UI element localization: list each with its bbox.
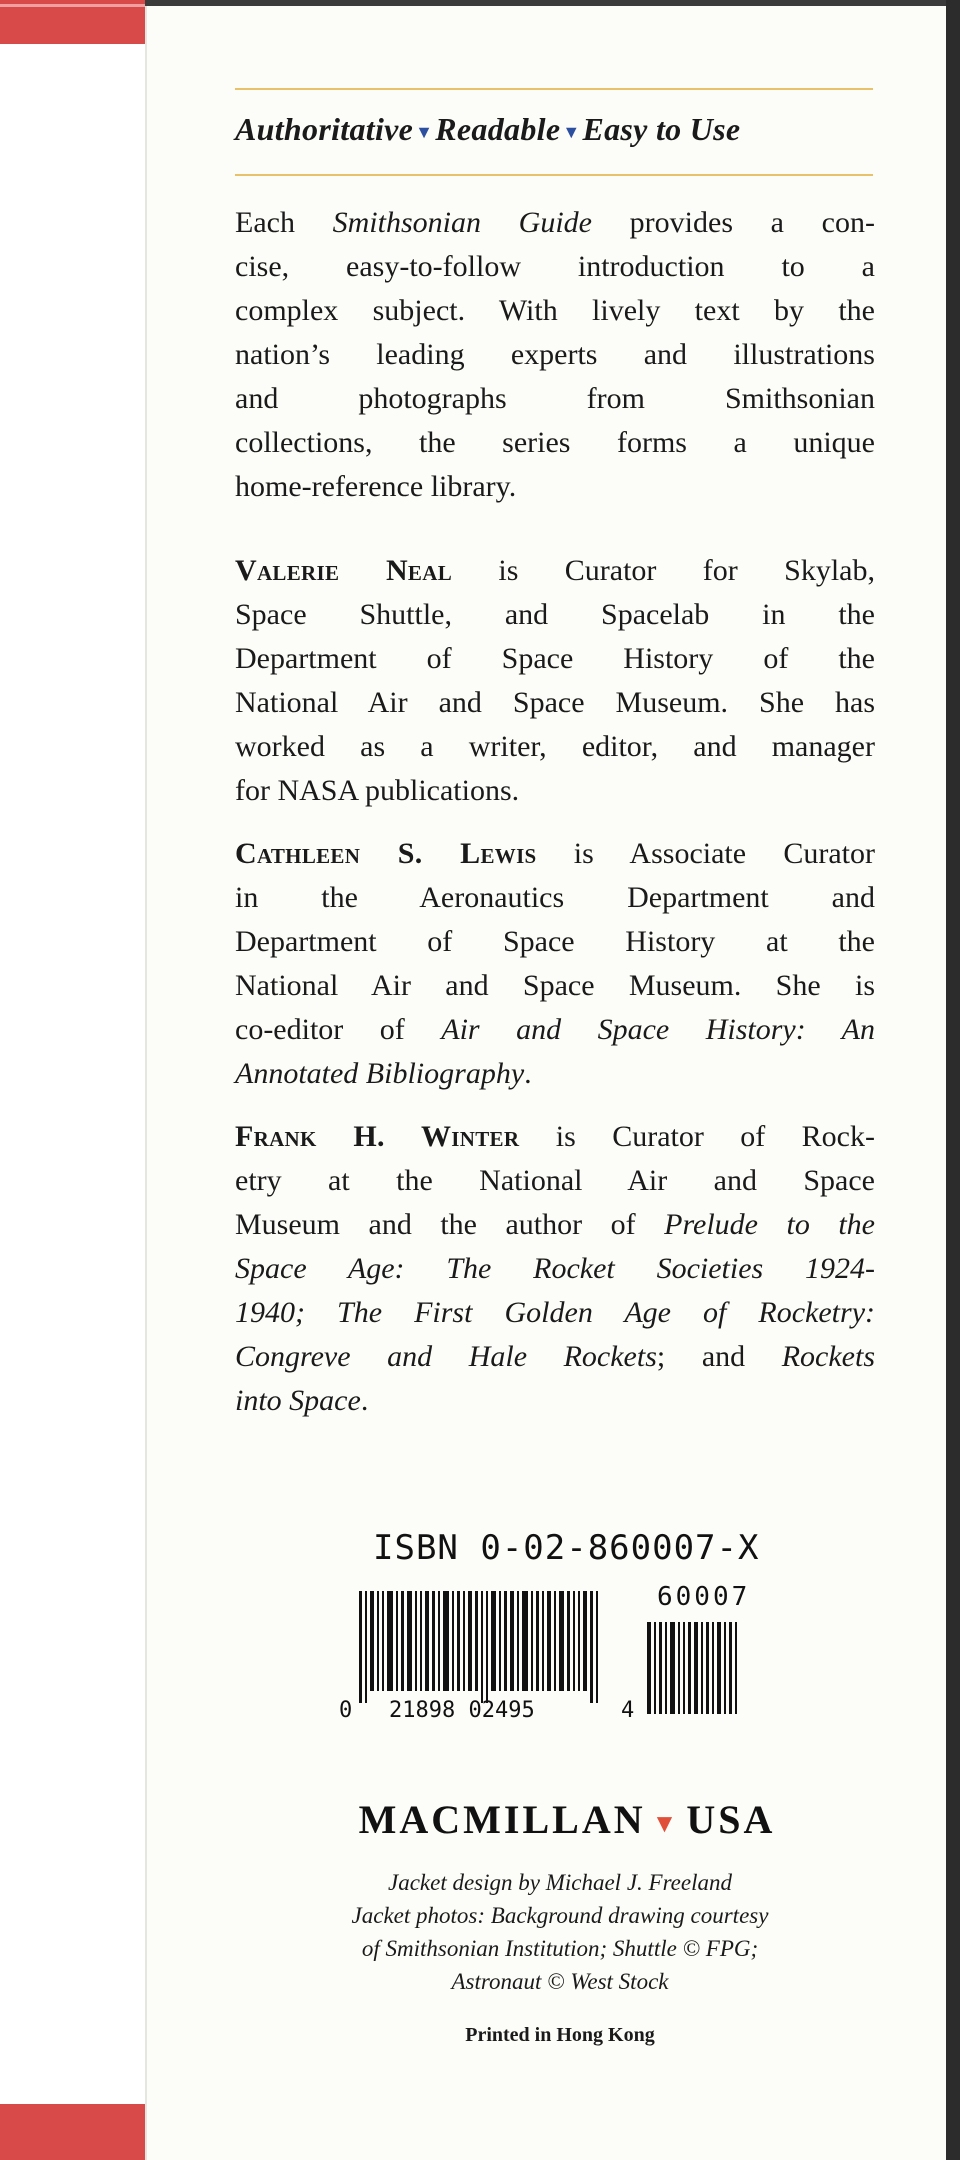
author-name: Valerie Neal [235,554,453,587]
barcode-bar [359,1591,362,1703]
barcode-bar [491,1591,496,1691]
bio-line: National Air and Space Museum. She has [235,686,875,719]
right-edge [946,0,960,2160]
barcode-bar [475,1591,478,1691]
tagline [235,111,885,148]
intro-line: Each Smithsonian Guide provides a con- [235,206,875,239]
bio-line: Museum and the author of Prelude to the [235,1208,875,1241]
barcode-bar [370,1591,374,1691]
barcode-bar [578,1591,580,1691]
barcode-digit-left: 0 [339,1698,353,1723]
barcode-bar [583,1591,587,1691]
barcode-bar [407,1591,412,1691]
barcode-bar [567,1591,570,1691]
barcode-addon-number: 60007 [657,1582,751,1612]
intro-line: complex subject. With lively text by the [235,294,875,327]
barcode-bar [554,1591,556,1691]
bio-line: in the Aeronautics Department and [235,881,875,914]
bio-line: etry at the National Air and Space [235,1164,875,1197]
bio-line: Congreve and Hale Rockets; and Rockets [235,1340,875,1373]
spine-red-bottom [0,2104,145,2160]
bio-line: Space Shuttle, and Spacelab in the [235,598,875,631]
bio-line: co-editor of Air and Space History: An [235,1013,875,1046]
barcode-bar [432,1591,435,1691]
barcode-bar [463,1591,465,1691]
barcode-bar [382,1591,384,1691]
barcode-addon-bar [654,1622,656,1714]
bio-lewis [235,832,875,1096]
barcode-addon-bar [706,1622,709,1714]
barcode-addon-bar [701,1622,703,1714]
tagline-authoritative: Authoritative [235,111,414,147]
bio-line: Annotated Bibliography. [235,1057,532,1090]
barcode-addon-bar [665,1622,667,1714]
bio-line: Space Age: The Rocket Societies 1924- [235,1252,875,1285]
author-name: Frank H. Winter [235,1120,520,1153]
blue-triangle-icon: ▼ [415,122,434,143]
publisher-right: USA [686,1797,776,1842]
barcode-bar [499,1591,501,1691]
barcode-bar [457,1591,460,1691]
credit-photos: Jacket photos: Background drawing courtesy [351,1903,769,1928]
barcode-bar [573,1591,575,1691]
tagline-easy: Easy to Use [582,111,741,147]
barcode-bar [396,1591,398,1691]
bio-winter [235,1115,875,1423]
intro-paragraph [235,201,875,509]
printed-in: Printed in Hong Kong [465,2024,655,2046]
left-flap [0,44,145,2104]
barcode-addon-bar [688,1622,691,1714]
barcode-bar [536,1591,539,1691]
barcode-addon-bar [717,1622,721,1714]
barcode-addon-bar [712,1622,714,1714]
barcode-bar [559,1591,564,1691]
barcode-addon-bar [659,1622,662,1714]
bio-line: Department of Space History of the [235,642,875,675]
credit-design: Jacket design by Michael J. Freeland [387,1870,732,1895]
barcode-bar [415,1591,417,1691]
barcode-bar [438,1591,440,1691]
publisher-left: MACMILLAN [358,1797,646,1842]
bio-line: National Air and Space Museum. She is [235,969,875,1002]
jacket-credits [235,1866,885,1998]
barcode-bar [510,1591,514,1691]
barcode-bar [425,1591,429,1691]
barcode-bar [420,1591,422,1691]
bio-line: 1940; The First Golden Age of Rocketry: [235,1296,875,1329]
barcode-addon-bar [724,1622,726,1714]
barcode-addon-bar [735,1622,737,1714]
barcode-bar [596,1591,598,1703]
barcode-bar [365,1591,367,1703]
intro-line: cise, easy-to-follow introduction to a [235,250,875,283]
bio-neal [235,549,875,813]
bio-line: into Space. [235,1384,369,1417]
red-triangle-icon: ▼ [651,1808,681,1838]
bio-line: Department of Space History at the [235,925,875,958]
barcode-digit-right: 4 [621,1698,635,1723]
intro-line: home-reference library. [235,470,517,503]
gold-rule-bottom [235,174,873,176]
intro-line: and photographs from Smithsonian [235,382,875,415]
barcode-bar [522,1591,528,1691]
barcode-bar [486,1591,488,1703]
credit-photos: of Smithsonian Institution; Shuttle © FPG; [361,1936,759,1961]
barcode-bar [531,1591,533,1691]
bio-line: Cathleen S. Lewis is Associate Curator [235,837,875,870]
barcode-addon-bar [678,1622,680,1714]
back-cover [145,6,946,2160]
isbn-label: ISBN 0-02-860007-X [373,1528,760,1568]
barcode-addon-bar [683,1622,685,1714]
publisher-logo [297,1796,837,1843]
barcode-digits: 21898 02495 [389,1698,535,1723]
bio-line: Frank H. Winter is Curator of Rock- [235,1120,875,1153]
gold-rule-top [235,88,873,90]
barcode-bar [401,1591,404,1691]
barcode-bar [377,1591,379,1691]
barcode-bar [590,1591,593,1703]
spine-stripe [0,4,145,7]
barcode-bar [481,1591,483,1703]
barcode-bar [452,1591,454,1691]
intro-line: nation’s leading experts and illustrations [235,338,875,371]
barcode-bar [542,1591,544,1691]
barcode-addon-bar [729,1622,732,1714]
barcode-addon-bar [670,1622,675,1714]
barcode-bar [468,1591,472,1691]
tagline-readable: Readable [435,111,561,147]
barcode-bar [517,1591,519,1691]
bio-line: Valerie Neal is Curator for Skylab, [235,554,875,587]
bio-line: worked as a writer, editor, and manager [235,730,875,763]
bio-line: for NASA publications. [235,774,520,807]
barcode-addon-bar [694,1622,698,1714]
barcode-bar [387,1591,393,1691]
barcode-bar [443,1591,449,1691]
credit-photos: Astronaut © West Stock [451,1969,669,1994]
author-name: Cathleen S. Lewis [235,837,537,870]
barcode-bar [547,1591,551,1691]
barcode-addon [647,1622,787,1714]
barcode-addon-bar [647,1622,651,1714]
barcode-bar [504,1591,507,1691]
intro-line: collections, the series forms a unique [235,426,875,459]
blue-triangle-icon: ▼ [562,122,581,143]
